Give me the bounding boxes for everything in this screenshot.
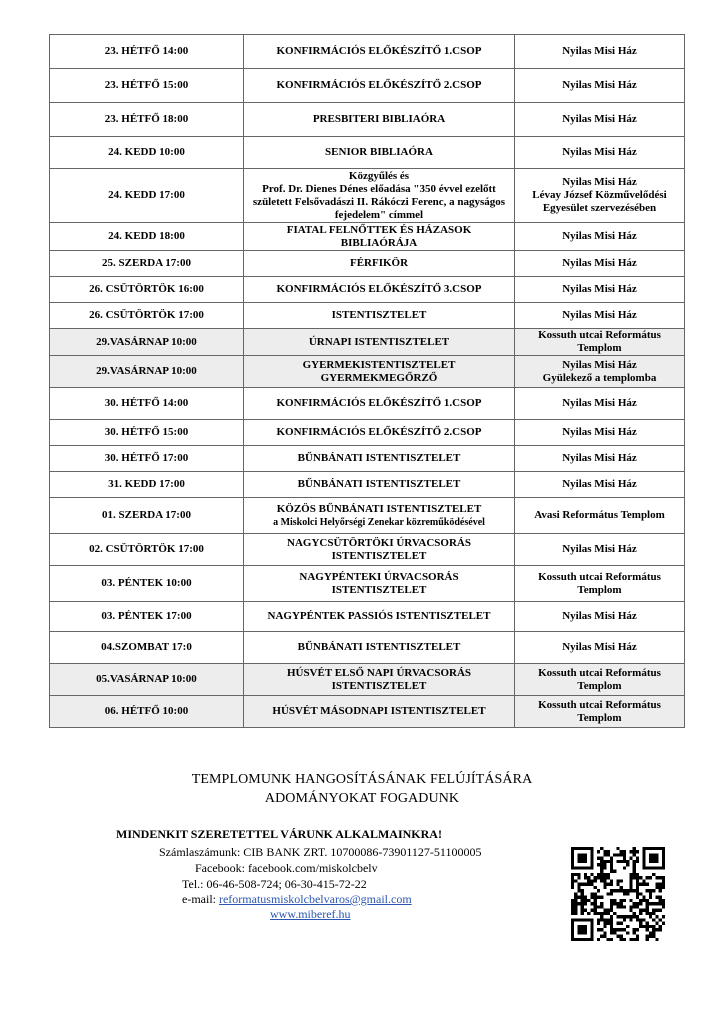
schedule-event-title: KONFIRMÁCIÓS ELŐKÉSZÍTŐ 2.CSOP [276, 79, 482, 91]
schedule-event [244, 534, 515, 566]
schedule-event [244, 223, 515, 251]
schedule-row [50, 329, 685, 356]
schedule-event-title: FÉRFIKÖR [349, 257, 409, 269]
schedule-when: 03. PÉNTEK 17:00 [50, 602, 244, 632]
schedule-when: 24. KEDD 10:00 [50, 137, 244, 169]
schedule-event [244, 420, 515, 446]
schedule-event-title: ÚRNAPI ISTENTISZTELET [308, 335, 450, 348]
schedule-row [50, 169, 685, 223]
schedule-place: Nyilas Misi Ház [515, 388, 685, 420]
schedule-event-title: KONFIRMÁCIÓS ELŐKÉSZÍTŐ 3.CSOP [276, 283, 482, 295]
schedule-place: Nyilas Misi Ház [515, 251, 685, 277]
schedule-event-title: HÚSVÉT MÁSODNAPI ISTENTISZTELET [272, 705, 486, 717]
schedule-when: 25. SZERDA 17:00 [50, 251, 244, 277]
schedule-when: 29.VASÁRNAP 10:00 [50, 329, 244, 356]
schedule-event [244, 664, 515, 696]
schedule-place: Nyilas Misi Ház [515, 277, 685, 303]
schedule-when: 24. KEDD 18:00 [50, 223, 244, 251]
donation-notice-line2: ADOMÁNYOKAT FOGADUNK [264, 791, 460, 806]
schedule-when: 24. KEDD 17:00 [50, 169, 244, 223]
schedule-table [49, 34, 685, 728]
schedule-place: Kossuth utcai Református Templom [515, 329, 685, 356]
schedule-place: Nyilas Misi Ház [515, 420, 685, 446]
schedule-place: Nyilas Misi Ház [515, 602, 685, 632]
schedule-event-subtitle: a Miskolci Helyőrségi Zenekar közreműködésével [273, 516, 485, 528]
donation-notice-line1: TEMPLOMUNK HANGOSÍTÁSÁNAK FELÚJÍTÁSÁRA [191, 772, 533, 787]
schedule-place: Kossuth utcai Református Templom [515, 696, 685, 728]
schedule-event [244, 446, 515, 472]
schedule-row [50, 602, 685, 632]
schedule-event [244, 303, 515, 329]
facebook-info: Facebook: facebook.com/miskolcbelv [195, 861, 378, 875]
schedule-event [244, 69, 515, 103]
schedule-event-title: GYERMEKISTENTISZTELET GYERMEKMEGŐRZŐ [302, 358, 456, 384]
schedule-row [50, 103, 685, 137]
schedule-place: Avasi Református Templom [515, 498, 685, 534]
schedule-when: 31. KEDD 17:00 [50, 472, 244, 498]
schedule-place: Kossuth utcai Református Templom [515, 664, 685, 696]
schedule-event-title: FIATAL FELNŐTTEK ÉS HÁZASOK BIBLIAÓRÁJA [286, 223, 472, 249]
schedule-place: Nyilas Misi Ház [515, 103, 685, 137]
schedule-row [50, 472, 685, 498]
schedule-event [244, 388, 515, 420]
schedule-row [50, 446, 685, 472]
schedule-event [244, 602, 515, 632]
schedule-row [50, 277, 685, 303]
schedule-when: 30. HÉTFŐ 17:00 [50, 446, 244, 472]
schedule-place: Nyilas Misi Ház [515, 223, 685, 251]
schedule-place: Nyilas Misi Ház [515, 632, 685, 664]
invitation-text: MINDENKIT SZERETETTEL VÁRUNK ALKALMAINKRA! [116, 827, 442, 841]
schedule-event [244, 35, 515, 69]
schedule-event [244, 251, 515, 277]
schedule-when: 30. HÉTFŐ 14:00 [50, 388, 244, 420]
schedule-event-title: NAGYPÉNTEKI ÚRVACSORÁS ISTENTISZTELET [299, 570, 459, 596]
schedule-event-title: HÚSVÉT ELSŐ NAPI ÚRVACSORÁS ISTENTISZTELET [286, 666, 472, 692]
schedule-row [50, 498, 685, 534]
schedule-when: 05.VASÁRNAP 10:00 [50, 664, 244, 696]
schedule-when: 01. SZERDA 17:00 [50, 498, 244, 534]
schedule-event-title: BŰNBÁNATI ISTENTISZTELET [297, 641, 461, 653]
schedule-row [50, 534, 685, 566]
schedule-row [50, 137, 685, 169]
schedule-event [244, 566, 515, 602]
schedule-event [244, 169, 515, 223]
schedule-event-title: BŰNBÁNATI ISTENTISZTELET [297, 452, 461, 464]
schedule-row [50, 35, 685, 69]
donation-notice [0, 770, 724, 808]
schedule-row [50, 388, 685, 420]
schedule-place: Nyilas Misi Ház [515, 303, 685, 329]
schedule-event [244, 498, 515, 534]
schedule-place: Nyilas Misi Ház [515, 35, 685, 69]
bank-account: Számlaszámunk: CIB BANK ZRT. 10700086-73901127-51100005 [159, 845, 482, 859]
schedule-event-title: PRESBITERI BIBLIAÓRA [312, 113, 446, 125]
schedule-event-title: KONFIRMÁCIÓS ELŐKÉSZÍTŐ 1.CSOP [276, 45, 482, 57]
schedule-row [50, 632, 685, 664]
schedule-place: Nyilas Misi Ház [515, 446, 685, 472]
schedule-when: 30. HÉTFŐ 15:00 [50, 420, 244, 446]
schedule-event-title: BŰNBÁNATI ISTENTISZTELET [297, 478, 461, 490]
schedule-place: Nyilas Misi Ház [515, 137, 685, 169]
qr-code [571, 847, 665, 941]
schedule-event-title: NAGYCSÜTÖRTÖKI ÚRVACSORÁS ISTENTISZTELET [287, 536, 471, 562]
schedule-event [244, 103, 515, 137]
schedule-when: 03. PÉNTEK 10:00 [50, 566, 244, 602]
schedule-row [50, 69, 685, 103]
schedule-when: 04.SZOMBAT 17:0 [50, 632, 244, 664]
schedule-event [244, 277, 515, 303]
schedule-place: Nyilas Misi Ház Lévay József Közművelődési Egyesület szervezésében [515, 169, 685, 223]
schedule-event-title: KÖZÖS BŰNBÁNATI ISTENTISZTELET [276, 502, 482, 515]
schedule-event-title: ISTENTISZTELET [331, 309, 427, 321]
schedule-when: 02. CSÜTÖRTÖK 17:00 [50, 534, 244, 566]
schedule-event-title: SENIOR BIBLIAÓRA [325, 146, 433, 158]
schedule-when: 23. HÉTFŐ 18:00 [50, 103, 244, 137]
email-info [182, 892, 412, 907]
schedule-event [244, 632, 515, 664]
schedule-place: Nyilas Misi Ház [515, 534, 685, 566]
phone-info: Tel.: 06-46-508-724; 06-30-415-72-22 [182, 877, 367, 891]
schedule-event [244, 696, 515, 728]
schedule-place: Nyilas Misi Ház Gyülekező a templomba [515, 356, 685, 388]
schedule-when: 26. CSÜTÖRTÖK 17:00 [50, 303, 244, 329]
schedule-place: Kossuth utcai Református Templom [515, 566, 685, 602]
schedule-event-title: Közgyűlés és Prof. Dr. Dienes Dénes előadása "350 évvel ezelőtt született Felsővadászi II. Rákóczi Ferenc, a nagyságos fejedelem" címmel [252, 169, 506, 221]
schedule-event-title: KONFIRMÁCIÓS ELŐKÉSZÍTŐ 2.CSOP [276, 426, 482, 438]
schedule-event [244, 137, 515, 169]
schedule-row [50, 356, 685, 388]
schedule-row [50, 223, 685, 251]
schedule-event [244, 329, 515, 356]
schedule-place: Nyilas Misi Ház [515, 472, 685, 498]
schedule-row [50, 696, 685, 728]
email-link[interactable]: reformatusmiskolcbelvaros@gmail.com [218, 892, 412, 906]
website-link[interactable]: www.miberef.hu [270, 907, 351, 921]
schedule-row [50, 566, 685, 602]
email-label: e-mail: [182, 892, 219, 906]
schedule-row [50, 664, 685, 696]
schedule-place: Nyilas Misi Ház [515, 69, 685, 103]
schedule-when: 26. CSÜTÖRTÖK 16:00 [50, 277, 244, 303]
schedule-event-title: KONFIRMÁCIÓS ELŐKÉSZÍTŐ 1.CSOP [276, 397, 482, 409]
schedule-row [50, 251, 685, 277]
schedule-when: 29.VASÁRNAP 10:00 [50, 356, 244, 388]
schedule-event [244, 472, 515, 498]
schedule-row [50, 420, 685, 446]
schedule-when: 06. HÉTFŐ 10:00 [50, 696, 244, 728]
schedule-when: 23. HÉTFŐ 14:00 [50, 35, 244, 69]
schedule-event-title: NAGYPÉNTEK PASSIÓS ISTENTISZTELET [267, 610, 491, 622]
schedule-event [244, 356, 515, 388]
schedule-when: 23. HÉTFŐ 15:00 [50, 69, 244, 103]
schedule-row [50, 303, 685, 329]
